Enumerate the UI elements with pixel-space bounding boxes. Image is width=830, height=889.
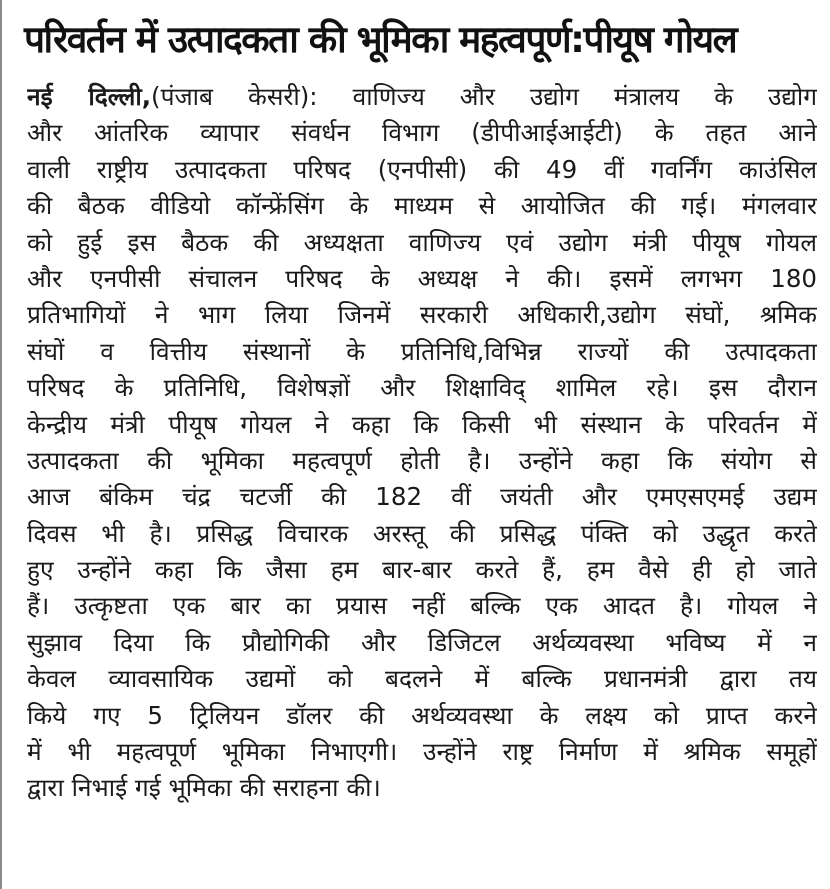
article-line: और एनपीसी संचालन परिषद के अध्यक्ष ने की। इसमें लगभग 180 xyxy=(27,263,817,293)
article-line: उत्पादकता की भूमिका महत्वपूर्ण होती है। उन्होंने कहा कि संयोग से xyxy=(27,445,817,475)
article-line: दिवस भी है। प्रसिद्ध विचारक अरस्तू की प्रसिद्ध पंक्ति को उद्धृत करते xyxy=(27,518,817,548)
article-line: की बैठक वीडियो कॉन्फ्रेंसिंग के माध्यम से आयोजित की गई। मंगलवार xyxy=(27,191,817,221)
article-line: द्वारा निभाई गई भूमिका की सराहना की। xyxy=(27,773,381,803)
article-line: किये गए 5 ट्रिलियन डॉलर की अर्थव्यवस्था के लक्ष्य को प्राप्त करने xyxy=(27,700,817,730)
article-line: को हुई इस बैठक की अध्यक्षता वाणिज्य एवं उद्योग मंत्री पीयूष गोयल xyxy=(27,227,817,257)
dateline: नई दिल्ली, xyxy=(27,82,152,111)
article-line: आज बंकिम चंद्र चटर्जी की 182 वीं जयंती और एमएसएमई उद्यम xyxy=(27,482,817,512)
headline: परिवर्तन में उत्पादकता की भूमिका महत्वपूर्ण:पीयूष गोयल xyxy=(24,18,737,61)
article-line: संघों व वित्तीय संस्थानों के प्रतिनिधि,विभिन्न राज्यों की उत्पादकता xyxy=(27,336,817,366)
article-line: और आंतरिक व्यापार संवर्धन विभाग (डीपीआईआईटी) के तहत आने xyxy=(27,118,817,148)
article-line xyxy=(27,79,817,115)
article-line: सुझाव दिया कि प्रौद्योगिकी और डिजिटल अर्थव्यवस्था भविष्य में न xyxy=(27,627,817,657)
article-line: में भी महत्वपूर्ण भूमिका निभाएगी। उन्होंने राष्ट्र निर्माण में श्रमिक समूहों xyxy=(27,737,817,767)
article-line: केन्द्रीय मंत्री पीयूष गोयल ने कहा कि किसी भी संस्थान के परिवर्तन में xyxy=(27,409,817,439)
article-line: केवल व्यावसायिक उद्यमों को बदलने में बल्कि प्रधानमंत्री द्वारा तय xyxy=(27,664,817,694)
article-line: वाली राष्ट्रीय उत्पादकता परिषद (एनपीसी) की 49 वीं गवर्निंग काउंसिल xyxy=(27,154,817,184)
article-line: हुए उन्होंने कहा कि जैसा हम बार-बार करते हैं, हम वैसे ही हो जाते xyxy=(27,555,817,585)
article-body xyxy=(27,79,817,807)
article-line-text: वाणिज्य और उद्योग मंत्रालय के उद्योग xyxy=(317,82,817,111)
article-line: परिषद के प्रतिनिधि, विशेषज्ञों और शिक्षाविद् शामिल रहे। इस दौरान xyxy=(27,373,817,403)
source-credit: (पंजाब केसरी): xyxy=(151,82,318,111)
article-line: प्रतिभागियों ने भाग लिया जिनमें सरकारी अधिकारी,उद्योग संघों, श्रमिक xyxy=(27,300,817,330)
article-line: हैं। उत्कृष्टता एक बार का प्रयास नहीं बल्कि एक आदत है। गोयल ने xyxy=(27,591,817,621)
